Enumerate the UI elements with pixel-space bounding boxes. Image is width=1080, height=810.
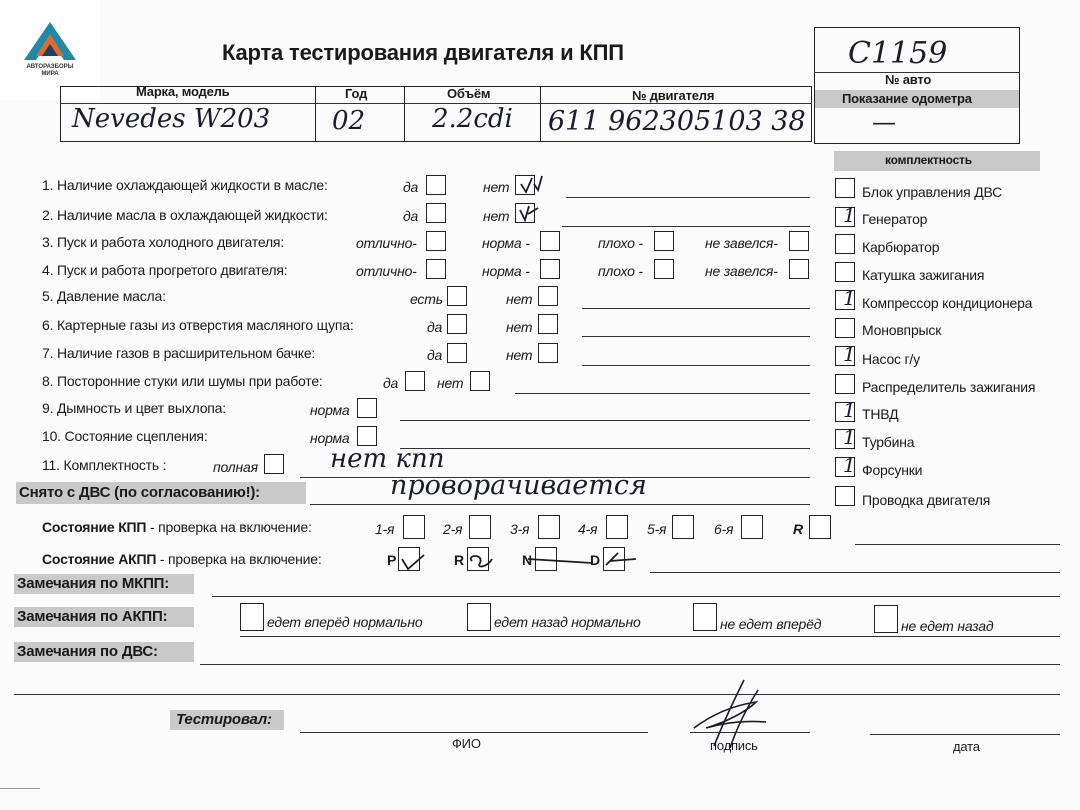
option-label: норма [310,430,350,446]
option-label: есть [410,291,443,307]
odometer-label: Показание одометра [842,91,972,106]
answer-line [650,572,1060,573]
option-checkbox[interactable] [426,203,446,223]
gear-label: 4-я [578,521,598,537]
page-title: Карта тестирования двигателя и КПП [222,40,624,65]
option-label: плохо - [598,263,643,279]
akpp-label: Состояние АКПП - проверка на включение: [42,551,322,567]
gear-checkbox[interactable] [672,515,694,539]
tested-label: Тестировал: [176,711,272,728]
remarks-akpp-line [240,636,1060,637]
gear-checkbox[interactable] [809,515,831,539]
question-1: 1. Наличие охлаждающей жидкости в масле: [42,177,328,193]
akpp-remark-checkbox[interactable] [240,603,264,631]
remarks-akpp-label: Замечания по АКПП: [17,608,168,625]
gear-checkbox[interactable] [606,515,628,539]
remarks-mkpp-label: Замечания по МКПП: [17,575,170,592]
option-checkbox[interactable] [789,259,809,279]
completeness-item: Генератор [862,211,928,227]
engine-no-value: 611 962305103 38 [548,106,806,137]
option-checkbox[interactable] [654,231,674,251]
answer-line [855,544,1060,545]
completeness-mark: 1 [843,425,856,449]
option-checkbox[interactable] [426,175,446,195]
remarks-dvs-line [200,664,1060,665]
option-label: нет [483,179,510,195]
option-checkbox[interactable] [447,314,467,334]
option-checkbox[interactable] [538,286,558,306]
bottom-scan-line [0,788,40,789]
akpp-remark-option: едет вперёд нормально [267,614,423,630]
remarks-mkpp-line [212,596,1060,597]
remarks-dvs-label: Замечания по ДВС: [17,643,158,660]
option-label: не завелся- [705,263,778,279]
completeness-checkbox[interactable] [835,178,855,198]
question-3: 3. Пуск и работа холодного двигателя: [42,234,285,250]
completeness-mark: 1 [843,286,856,310]
completeness-heading: комплектность [885,153,972,167]
gear-checkbox[interactable] [741,515,763,539]
auto-number-value: C1159 [848,36,948,71]
gear-label: 3-я [510,521,530,537]
remarks-dvs-line-2 [14,694,1060,695]
logo [0,0,100,100]
make-label: Марка, модель [136,84,230,99]
completeness-mark: 1 [843,453,856,477]
option-checkbox[interactable] [447,343,467,363]
gear-label: 5-я [647,521,667,537]
header-col-divider [315,86,316,142]
option-label: да [427,319,443,335]
akpp-mode-label: D [590,552,600,568]
option-label: полная [213,459,258,475]
akpp-mode-label: P [387,552,397,568]
answer-line [566,197,810,198]
gear-label: 2-я [443,521,463,537]
completeness-checkbox[interactable] [835,262,855,282]
completeness-item: ТНВД [862,406,899,422]
option-label: нет [483,208,510,224]
date-label: дата [953,739,980,754]
option-checkbox[interactable] [357,426,377,446]
option-checkbox[interactable] [426,231,446,251]
option-checkbox[interactable] [405,371,425,391]
date-line [870,734,1060,735]
completeness-mark: 1 [843,398,856,422]
completeness-checkbox[interactable] [835,374,855,394]
question-11: 11. Комплектность : [42,457,167,473]
logo-mark [20,20,80,64]
option-label: отлично- [356,235,417,251]
completeness-item: Насос г/у [862,351,920,367]
answer-line [582,365,810,366]
header-col-divider [404,86,405,142]
answer-line [400,420,810,421]
question-6: 6. Картерные газы из отверстия масляного щупа: [42,317,354,333]
option-checkbox[interactable] [654,259,674,279]
option-label: отлично- [356,263,417,279]
option-label: нет [506,291,533,307]
question-5: 5. Давление масла: [42,288,166,304]
completeness-item: Распределитель зажигания [862,379,1036,395]
option-checkbox[interactable] [426,259,446,279]
question-8: 8. Посторонние стуки или шумы при работе: [42,373,323,389]
option-label: норма - [482,235,530,251]
option-label: нет [437,375,464,391]
option-checkbox[interactable] [447,286,467,306]
question-7: 7. Наличие газов в расширительном бачке: [42,345,316,361]
akpp-marks-icon [396,545,656,575]
akpp-remark-checkbox[interactable] [874,605,898,633]
option-checkbox[interactable] [538,343,558,363]
answer-line [515,393,810,394]
make-value: Nevedes W203 [72,104,271,134]
kpp-label: Состояние КПП - проверка на включение: [42,519,312,535]
akpp-remark-option: не едет назад [901,618,994,634]
volume-value: 2.2cdi [432,104,513,134]
akpp-mode-label: R [454,552,464,568]
year-label: Год [345,86,368,101]
answer-line [582,308,810,309]
option-checkbox[interactable] [540,259,560,279]
gear-label: 1-я [375,521,395,537]
gear-checkbox[interactable] [469,515,491,539]
option-label: да [403,179,419,195]
answer-line [562,226,810,227]
completeness-mark: 1 [843,203,856,227]
auto-number-label: № авто [885,72,932,87]
akpp-remark-checkbox[interactable] [467,603,491,631]
removed-label: Снято с ДВС (по согласованию!): [19,484,260,501]
option-label: норма [310,402,350,418]
answer-line [400,448,810,449]
answer-line [310,504,810,505]
fio-label: ФИО [452,736,481,751]
completeness-item: Блок управления ДВС [862,184,1003,200]
check-mark-icon [516,200,542,224]
odometer-value: — [872,108,896,136]
option-label: плохо - [598,235,643,251]
completeness-checkbox[interactable] [835,486,855,506]
completeness-item: Турбина [862,434,915,450]
option-label: да [427,347,443,363]
year-value: 02 [332,106,366,136]
completeness-checkbox[interactable] [835,234,855,254]
option-label: нет [506,319,533,335]
option-label: да [403,208,419,224]
answer-line [582,336,810,337]
signature-icon [686,676,776,756]
option-label: нет [506,347,533,363]
header-col-divider [540,86,541,142]
gear-label: 6-я [714,521,734,537]
completeness-mark: 1 [843,342,856,366]
akpp-remark-checkbox[interactable] [693,603,717,631]
question-9: 9. Дымность и цвет выхлопа: [42,400,226,416]
completeness-item: Катушка зажигания [862,267,985,283]
option-label: норма - [482,263,530,279]
fio-line [300,732,648,733]
option-checkbox[interactable] [470,371,490,391]
completeness-checkbox[interactable] [835,318,855,338]
gear-label: R [793,521,803,537]
completeness-note: нет кпп [330,444,445,474]
question-2: 2. Наличие масла в охлаждающей жидкости: [42,207,328,223]
gear-checkbox[interactable] [538,515,560,539]
option-checkbox[interactable] [264,454,284,474]
akpp-remark-option: едет назад нормально [494,614,641,630]
completeness-item: Компрессор кондиционера [862,295,1033,311]
completeness-item: Карбюратор [862,239,940,255]
option-checkbox[interactable] [538,314,558,334]
option-label: не завелся- [705,235,778,251]
completeness-item: Проводка двигателя [862,492,991,508]
akpp-mode-label: N [522,552,532,568]
logo-text: АВТОРАЗБОРЫ МИРА [26,64,74,77]
option-checkbox[interactable] [540,231,560,251]
check-mark-icon [518,172,544,196]
removed-note: проворачивается [390,470,647,501]
engine-no-label: № двигателя [632,88,715,103]
question-4: 4. Пуск и работа прогретого двигателя: [42,262,288,278]
completeness-item: Форсунки [862,462,923,478]
option-checkbox[interactable] [357,398,377,418]
akpp-remark-option: не едет вперёд [720,616,822,632]
volume-label: Объём [447,86,491,101]
signature-label: подпись [710,738,758,753]
option-label: да [383,375,399,391]
completeness-item: Моновпрыск [862,322,942,338]
option-checkbox[interactable] [789,231,809,251]
gear-checkbox[interactable] [403,515,425,539]
question-10: 10. Состояние сцепления: [42,428,208,444]
